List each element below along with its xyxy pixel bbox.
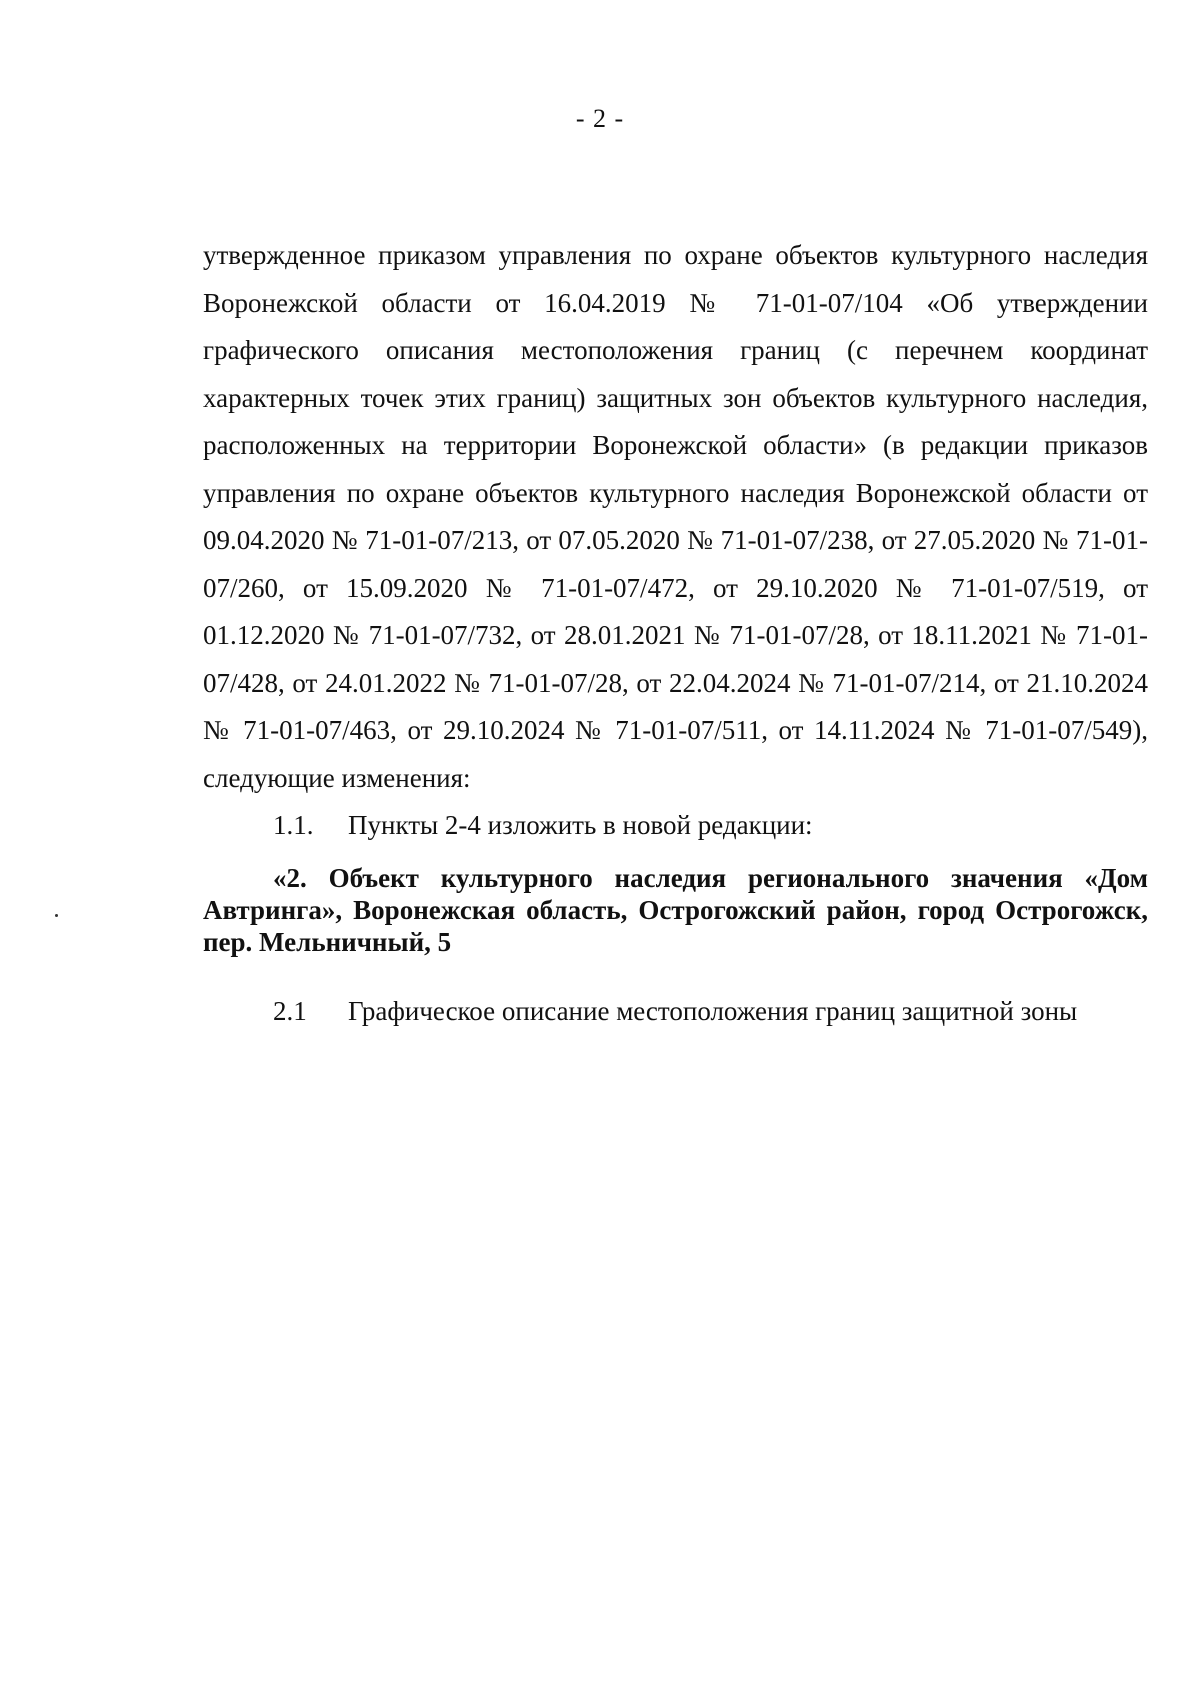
item-1-1: [203, 802, 1148, 850]
body-paragraph: утвержденное приказом управления по охране объектов культурного наследия Воронежской области от 16.04.2019 № 71-01-07/104 «Об утверждении графического описания местоположения границ (с перечнем координат характерных точек этих границ) защитных зон объектов культурного наследия, расположенных на территории Воронежской области» (в редакции приказов управления по охране объектов культурного наследия Воронежской области от 09.04.2020 № 71-01-07/213, от 07.05.2020 № 71-01-07/238, от 27.05.2020 № 71-01-07/260, от 15.09.2020 № 71-01-07/472, от 29.10.2020 № 71-01-07/519, от 01.12.2020 № 71-01-07/732, от 28.01.2021 № 71-01-07/28, от 18.11.2021 № 71-01-07/428, от 24.01.2022 № 71-01-07/28, от 22.04.2024 № 71-01-07/214, от 21.10.2024 № 71-01-07/463, от 29.10.2024 № 71-01-07/511, от 14.11.2024 № 71-01-07/549), следующие изменения:: [203, 240, 1148, 793]
section-2-heading: «2. Объект культурного наследия регионального значения «Дом Автринга», Воронежская область, Острогожский район, город Острогожск, пер. Мельничный, 5: [203, 862, 1148, 957]
item-2-1: [203, 988, 1148, 1036]
document-body: [203, 232, 1148, 1035]
item-1-1-text: Пункты 2-4 изложить в новой редакции:: [348, 810, 813, 840]
item-1-1-number: 1.1.: [273, 810, 314, 840]
margin-speck: [55, 914, 58, 917]
item-2-1-number: 2.1: [273, 995, 307, 1026]
item-2-1-text: Графическое описание местоположения границ защитной зоны: [348, 995, 1078, 1026]
page-number: - 2 -: [575, 104, 625, 133]
